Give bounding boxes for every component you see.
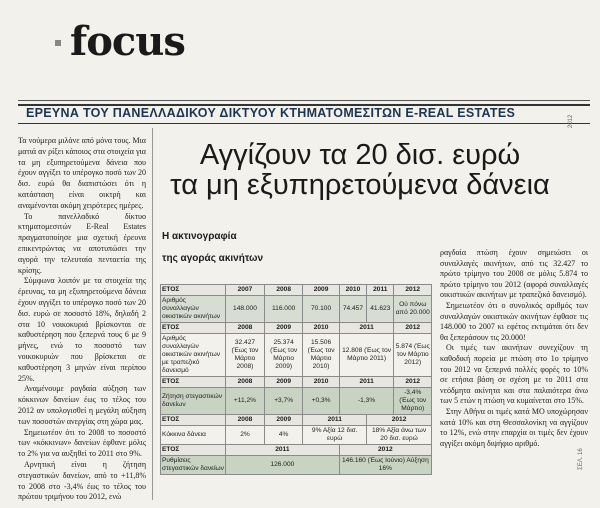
table-cell: 2011 [367,285,394,296]
table-cell: 15.506 (Έως τον Μάρτιο 2010) [303,334,339,377]
table-cell: 2012 [394,285,432,296]
table-cell: 9% Αξία 12 δισ. ευρώ [303,426,367,445]
table-cell: Ρυθμίσεις στεγαστικών δανείων [161,456,226,475]
table-title [162,230,263,266]
table-cell: 2011 [303,415,367,426]
paragraph: Σημειωτέον ότι το 2008 το ποσοστό των «κόκκινων» δανείων έφθανε μόλις το 2% για να αυξηθεί το 2011 στο 9%. [18,427,146,459]
table-cell: 2011 [339,323,394,334]
table-cell: ΕΤΟΣ [161,415,226,426]
paragraph: Αναμένουμε ραγδαία αύξηση των κόκκινων δανείων έως το τέλος του 2012 αν υπολογισθεί η μεγάλη αύξηση των ποσοστών ανεργίας στη χώρα μας. [18,384,146,426]
table-cell: ΕΤΟΣ [161,445,226,456]
table-cell: 12.808 (Έως τον Μάρτιο 2011) [339,334,394,377]
table-header-row [161,415,432,426]
table-cell: 2012 [394,377,432,388]
table-cell: 2009 [264,377,303,388]
table-cell: 70.100 [303,296,339,323]
table-cell: Ού πόνω από 20.000 [394,296,432,323]
table-cell: Κόκκινα δάνεια [161,426,226,445]
table-row [161,334,432,377]
table-cell: 18% Αξία άνω των 20 δισ. ευρώ [367,426,432,445]
table-title-line-1: Η ακτινογραφία [162,231,237,242]
table-row [161,426,432,445]
masthead-logo: focus [70,18,185,65]
table-cell: 32.427 (Έως τον Μάρτιο 2008) [226,334,265,377]
table-cell: Αριθμός συναλλαγών οικιστικών ακινήτων με τραπεζικό δανεισμό [161,334,226,377]
table-cell: 2% [226,426,265,445]
table-cell: -1,3% [339,388,394,415]
table-cell: ΕΤΟΣ [161,285,226,296]
table-cell: 5.874 (Έως τον Μάρτιο 2012) [394,334,432,377]
paragraph: Σημειωτέον ότι ο συνολικός αριθμός των συναλλαγών οικιστικών ακινήτων έφθασε τις 148.000 το 2007 κι εφέτος εκτιμάται ότι δεν θα ξεπεράσουν τις 20.000! [440,300,588,342]
right-article-column [440,248,588,449]
paragraph: Σύμφωνα λοιπόν με τα στοιχεία της έρευνας, τα μη εξυπηρετούμενα δάνεια έχουν αγγίξει το υπέρογκο ποσό των 20 δισ. ευρώ σε ποσοστό 18%, δηλαδή 2 στα 10 νοικοκυριά βρίσκονται σε καθυστέρηση που ξεπερνά τους 6 με 9 μήνες, ενώ το ποσοστό των νοικοκυριών που βρίσκεται σε καθυστέρηση 3 μηνών είναι περίπου 25%. [18,276,146,383]
table-cell: Αριθμός συναλλαγών οικιστικών ακινήτων [161,296,226,323]
table-cell: 146.160 (Έως Ιούνιο) Αύξηση 16% [339,456,431,475]
table-cell: 2008 [226,323,265,334]
top-divider [18,100,590,101]
headline-line-1: Αγγίζουν τα 20 δισ. ευρώ [199,139,521,171]
table-row [161,388,432,415]
table-cell: 25.374 (Έως τον Μάρτιο 2009) [264,334,303,377]
table-cell: 2009 [264,323,303,334]
table-title-line-2: της αγοράς ακινήτων [162,253,264,264]
table-cell: +3,7% [264,388,303,415]
table-cell: 2011 [226,445,340,456]
table-header-row [161,445,432,456]
headline-line-2: τα μη εξυπηρετούμενα δάνεια [170,169,550,201]
paragraph: Στην Αθήνα οι τιμές κατά ΜΟ υποχώρησαν κατά 10% και στη Θεσσαλονίκη να αγγίζουν το 12%, ενώ στην επαρχία οι τιμές δεν έχουν αγγίξει ακόμη διψήφιο αριθμό. [440,406,588,448]
table-cell: 2009 [264,415,303,426]
headline [160,140,560,200]
table-cell: 2009 [303,285,339,296]
table-cell: 2010 [339,285,366,296]
paragraph: Το πανελλαδικό δίκτυο κτηματομεσιτών E-Real Estates πραγματοποίησε μια σχετική έρευνα επικεντρώντας να αποτυπώσει την αγορά την τελευταία πενταετία της κρίσης. [18,211,146,275]
table-cell: 2011 [339,377,394,388]
table-cell: 2012 [394,323,432,334]
table-cell: 2007 [226,285,265,296]
table-cell: 126.000 [226,456,340,475]
table-cell: +11,2% [226,388,265,415]
table-cell: 2010 [303,377,339,388]
table-header-row [161,377,432,388]
table-cell: 2008 [226,377,265,388]
table-cell: 2008 [226,415,265,426]
table-cell: 2012 [339,445,431,456]
table-header-row [161,285,432,296]
table-header-row [161,323,432,334]
table-cell: Ζήτηση στεγαστικών δανείων [161,388,226,415]
table-cell: ΕΤΟΣ [161,323,226,334]
table-cell: 4% [264,426,303,445]
market-data-table [160,284,432,475]
table-cell: 116.000 [264,296,303,323]
table-cell: 2010 [303,323,339,334]
left-article-column [18,136,146,503]
table-cell: +0,3% [303,388,339,415]
margin-note: 2012 [568,114,574,128]
paragraph: Οι τιμές των ακινήτων συνεχίζουν τη καθοδική πορεία με πτώση στο 1ο τρίμηνο του 2012 να ξεπερνά πολλές φορές το 10% σε ετήσια βάση σε σχέση με το 2011 στα νεόδμητα ακίνητα και στα παλαιότερα άνω των 5 ετών η πτώση να κυμαίνεται στο 15%. [440,343,588,406]
margin-note: ΣΕΛ. 16 [578,448,584,470]
masthead-dot-icon [55,40,61,46]
section-title: ΕΡΕΥΝΑ ΤΟΥ ΠΑΝΕΛΛΑΔΙΚΟΥ ΔΙΚΤΥΟΥ ΚΤΗΜΑΤΟΜΕΣΙΤΩΝ E-REAL ESTATES [26,106,516,120]
table-row [161,296,432,323]
table-cell: 41.623 [367,296,394,323]
table-cell: ΕΤΟΣ [161,377,226,388]
table-cell: 2008 [264,285,303,296]
column-divider [152,128,153,500]
paragraph: ραγδαία πτώση έχουν σημειώσει οι συναλλαγές ακινήτων, από τις 32.427 το πρώτο τρίμηνο του 2008 σε μόλις 5.874 το πρώτο τρίμηνο του 2012 (αφορά συναλλαγές οικιστικών ακινήτων με τραπεζικό δανεισμό). [440,248,588,300]
paragraph: Τα νούμερα μιλάνε από μόνα τους. Μια ματιά αν ρίξει κάποιος στα στοιχεία για τα μη εξυπηρετούμενα δάνεια που έχουν αγγίξει το υπέρογκο ποσό των 20 δισ. ευρώ θα διαπιστώσει ότι η κατάσταση είναι οικτρή και αναμένονται ακόμη χειρότερες ημέρες. [18,136,146,210]
table-cell: -3,4% (Έως τον Μάρτιο) [394,388,432,415]
table-cell: 74.457 [339,296,366,323]
paragraph: Αρνητική είναι η ζήτηση στεγαστικών δανείων, από το +11,8% το 2008 στο -3,4% έως το τέλος του πρώτου τριμήνου του 2012, ενώ [18,459,146,502]
table-row [161,456,432,475]
masthead [0,0,600,78]
table-cell: 2012 [367,415,432,426]
table-cell: 148.000 [226,296,265,323]
